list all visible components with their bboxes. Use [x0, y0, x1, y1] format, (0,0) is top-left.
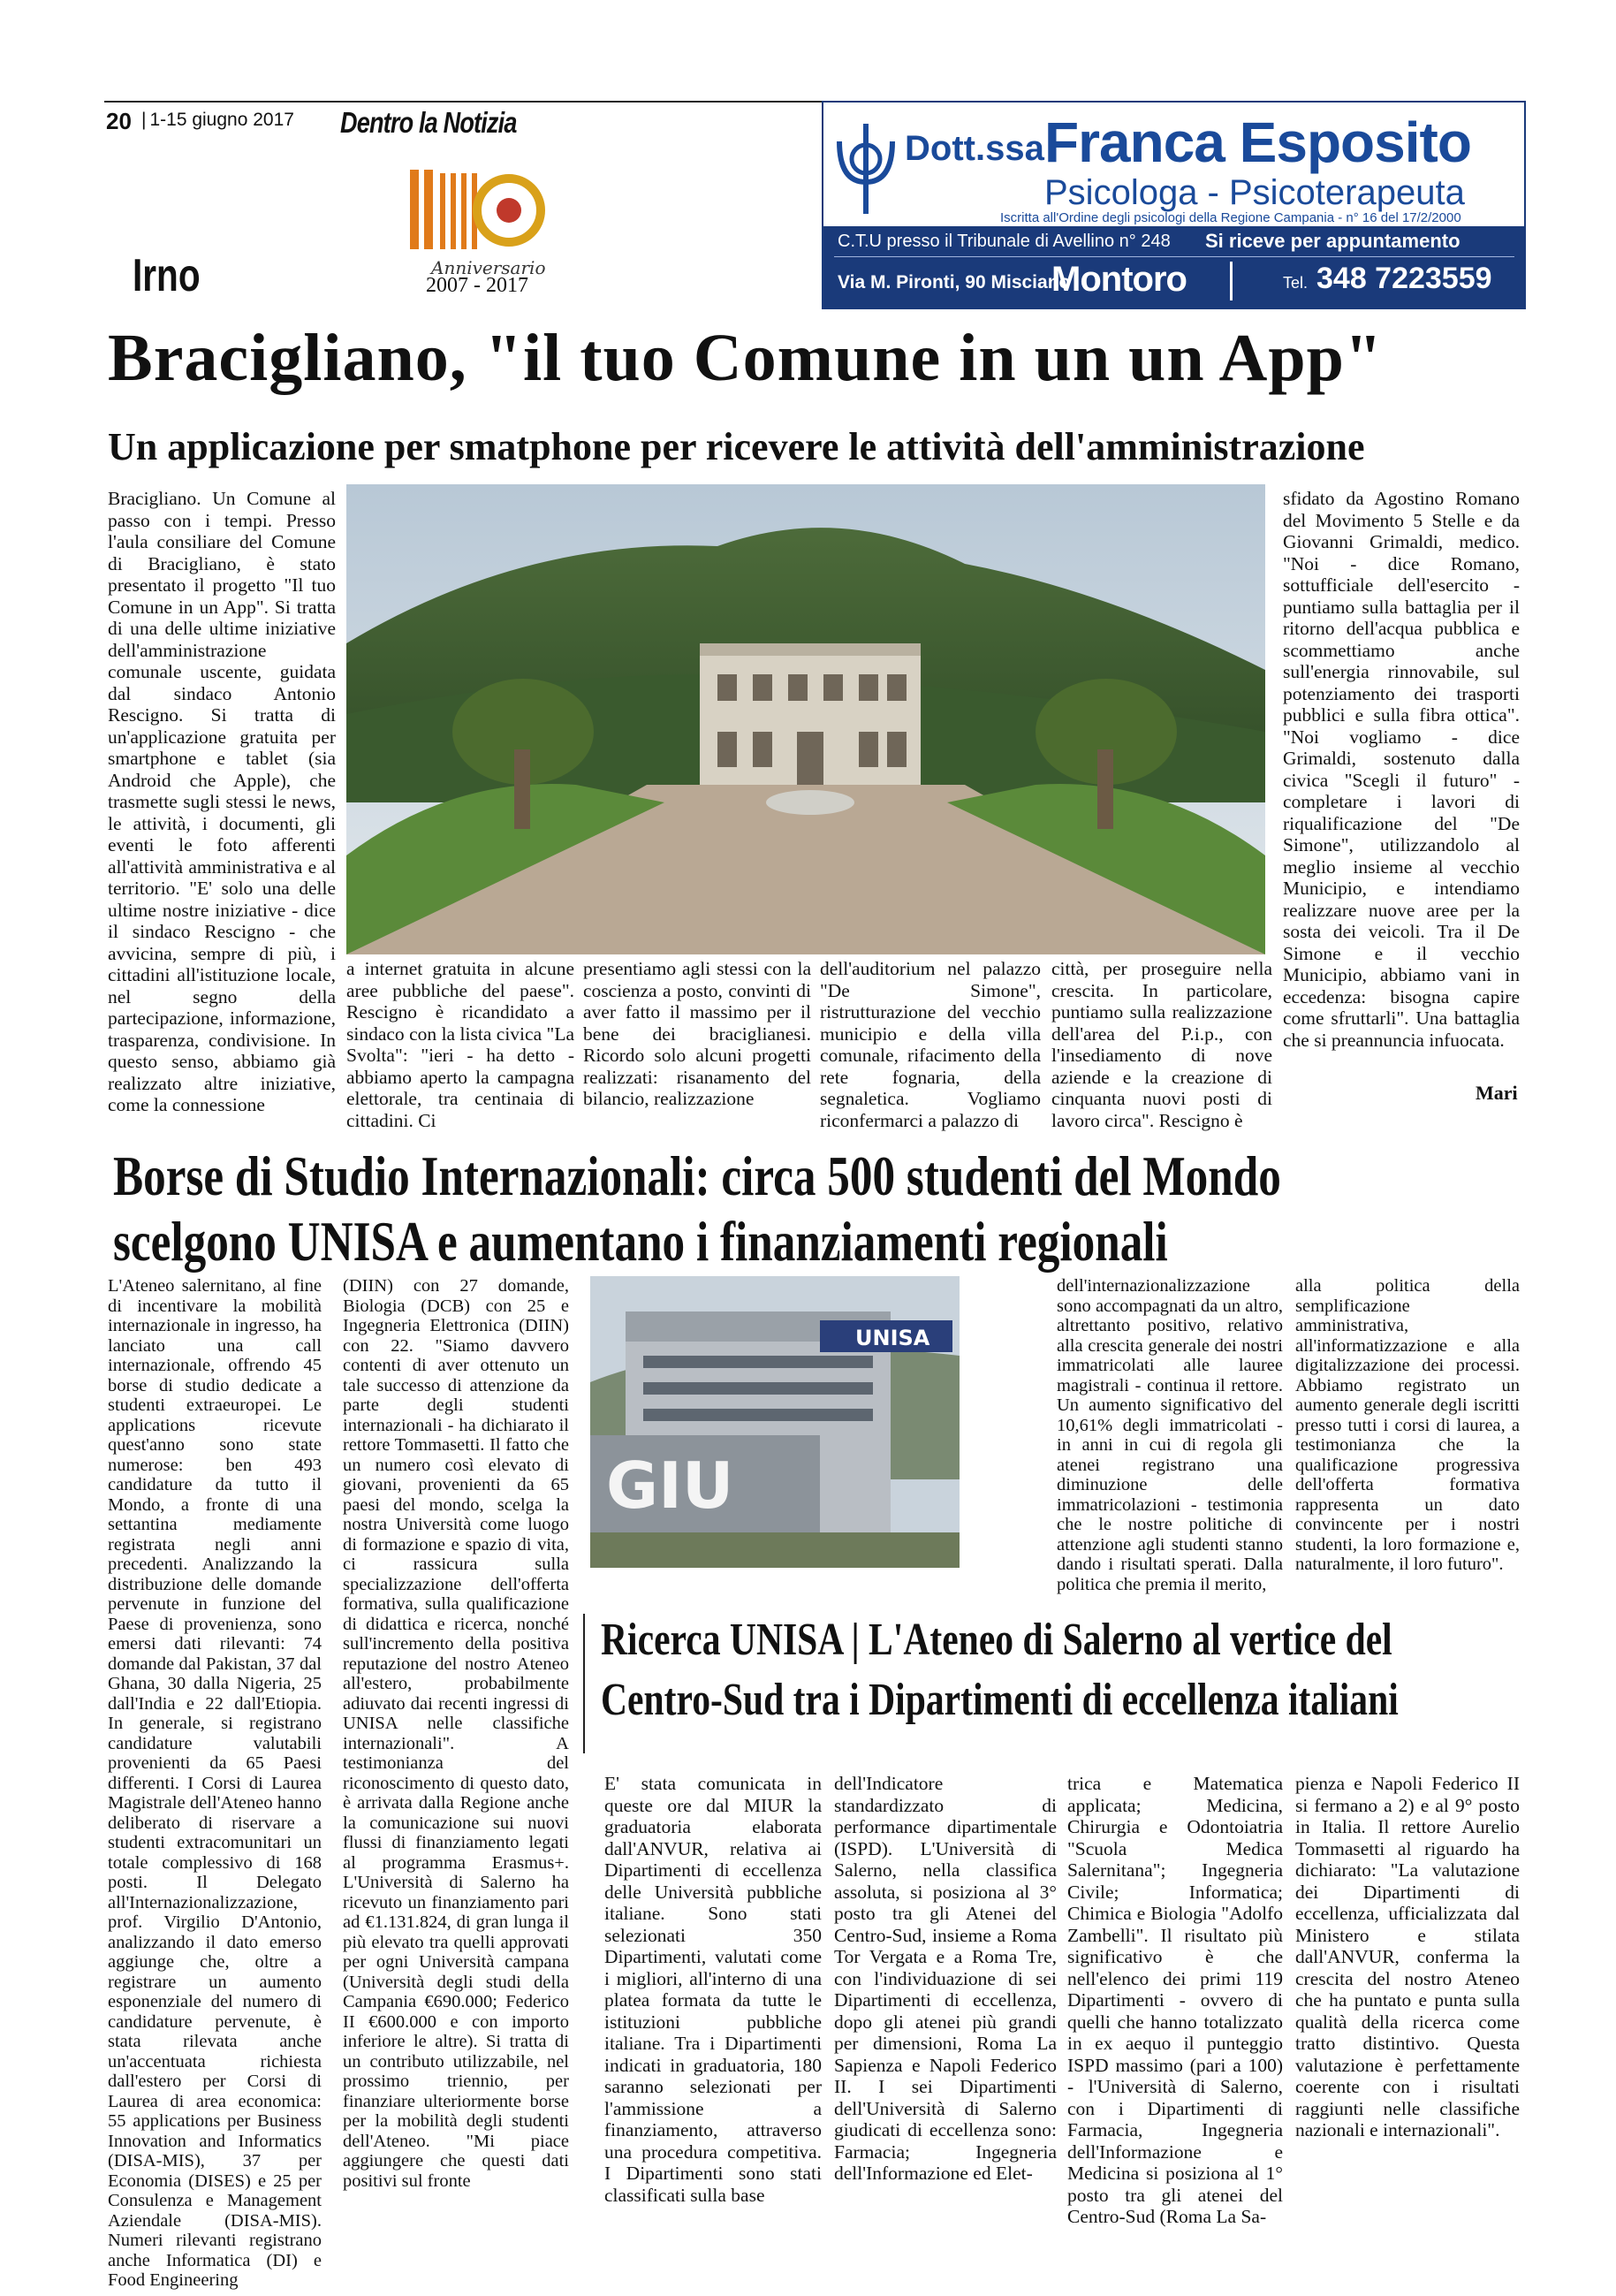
psi-logo-icon: [834, 120, 898, 217]
article1-col1: Bracigliano. Un Comune al passo con i tempi. Presso l'aula consiliare del Comune di Bracigliano, è stato presentato il progetto "Il tuo Comune in un App". Si tratta di una delle ultime iniziative dell'amministrazione comunale uscente, guidata dal sindaco Antonio Rescigno. Si tratta di un'applicazione gratuita per smartphone e tablet (sia Android che Apple), che trasmette sugli stessi le news, le attività, i documenti, gli eventi le foto afferenti all'attività amministrativa e al territorio. "E' solo una delle ultime nostre iniziative - dice il sindaco Rescigno - che avvicina, sempre di più, i cittadini all'istituzione locale, nel segno della partecipazione, informazione, trasparenza, condivisione. In questo senso, abbiamo già realizzato altre iniziative, come la connessione: [108, 488, 336, 1115]
article2-col1: L'Ateneo salernitano, al fine di incentivare la mobilità internazionale in ingresso, ha lanciato una call internazionale, offrendo 45 borse di studio dedicate a studenti extraeuropei. Le applications ricevute quest'anno sono state numerose: ben 493 candidature da tutto il Mondo, a fronte di una settantina mediamente registrata negli anni precedenti. Analizzando la distribuzione delle domande pervenute in funzione del Paese di provenienza, sono emersi dati rilevanti: 74 domande dal Pakistan, 37 dal Ghana, 30 dalla Nigeria, 25 dall'India e 22 dall'Etiopia. In generale, si registrano candidature valutabili provenienti da 65 Paesi differenti. I Corsi di Laurea Magistrale dell'Ateneo hanno deliberato di riservare a studenti extracomunitari un totale complessivo di 168 posti. Il Delegato all'Internazionalizzazione, prof. Virgilio D'Antonio, analizzando il dato emerso aggiunge che, oltre a registrare un aumento esponenziale del numero di candidature pervenute, è stata rilevata anche un'accentuata richiesta dall'estero per Corsi di Laurea di area economica: 55 applications per Business Innovation and Informatics (DISA-MIS), 37 per Economia (DISES) e 25 per Consulenza e Management Aziendale (DISA-MIS). Numeri rilevanti registrano anche Informatica (DI) e Food Engineering: [108, 1276, 322, 2290]
article3-col2: dell'Indicatore standardizzato di performance dipartimentale (ISPD). L'Università di Salerno, nella classifica assoluta, si posiziona al 3° posto tra gli Atenei del Centro-Sud, insieme a Roma Tor Vergata e a Roma Tre, con l'individuazione di sei Dipartimenti di eccellenza, dopo gli atenei più grandi per dimensioni, Roma La Sapienza e Napoli Federico II. I sei Dipartimenti dell'Università di Salerno giudicati di eccellenza sono: Farmacia; Ingegneria dell'Informazione ed Elet-: [834, 1773, 1057, 2184]
article2-headline-line1: Borse di Studio Internazionali: circa 500 studenti del Mondo: [113, 1144, 1281, 1207]
ad-name: Franca Esposito: [1044, 110, 1471, 174]
article3-col3: trica e Matematica applicata; Medicina, Chirurgia e Odontoiatria "Scuola Medica Salernitana"; Ingegneria Civile; Informatica; Chimica e Biologia "Adolfo Zambelli". Il risultato più significativo è che nell'elenco dei primi 119 Dipartimenti - ovvero di quelli che hanno totalizzato in ex aequo il punteggio ISPD massimo (pari a 100) - l'Università di Salerno, con i Dipartimenti di Farmacia, Ingegneria dell'Informazione e Medicina si posiziona al 1° posto tra gli atenei del Centro-Sud (Roma La Sa-: [1067, 1773, 1283, 2227]
article2-headline-line2: scelgono UNISA e aumentano i finanziamenti regionali: [113, 1210, 1168, 1273]
article1-col5: città, per proseguire nella crescita. In particolare, puntiamo sulla realizzazione dell'area del P.i.p., con l'insediamento di nove aziende e la creazione di cinquanta nuovi posti di lavoro circa". Rescigno è: [1051, 958, 1272, 1131]
ad-title-prefix: Dott.ssa: [905, 129, 1044, 168]
psychologist-ad: [822, 101, 1526, 309]
ad-registration: Iscritta all'Ordine degli psicologi della Regione Campania - n° 16 del 17/2/2000: [1000, 210, 1461, 225]
article3-col1: E' stata comunicata in queste ore dal MIUR la graduatoria elaborata dall'ANVUR, relativa ai Dipartimenti di eccellenza delle Università pubbliche italiane. Sono stati selezionati 350 Dipartimenti, valutati come i migliori, all'interno di una platea formata da tutte le istituzioni pubbliche italiane. Tra i Dipartimenti indicati in graduatoria, 180 saranno selezionati per l'ammissione a finanziamento, attraverso una procedura competitiva. I Dipartimenti sono stati classificati sulla base: [604, 1773, 822, 2206]
article1-subheadline: Un applicazione per smatphone per ricevere le attività dell'amministrazione: [108, 425, 1365, 468]
ad-divider: [834, 256, 1514, 257]
university-building-photo: [590, 1276, 960, 1568]
article2-col2: (DIIN) con 27 domande, Biologia (DCB) con 25 e Ingegneria Elettronica (DIIN) con 22. "Siamo davvero contenti di aver ottenuto un tale successo di attenzione da parte degli studenti internazionali - ha dichiarato il rettore Tommasetti. Il fatto che un numero così elevato di giovani, provenienti da 65 paesi del mondo, scelga la nostra Università come luogo di formazione e spazio di vita, ci rassicura sulla specializzazione dell'offerta formativa, sulla qualificazione di didattica e ricerca, nonché sull'incremento della positiva reputazione del nostro Ateneo all'estero, probabilmente adiuvato dai recenti ingressi di UNISA nelle classifiche internazionali". A testimonianza del riconoscimento di questo dato, è arrivata dalla Regione anche la comunicazione sui nuovi flussi di finanziamento legati al programma Erasmus+. L'Università di Salerno ha ricevuto un finanziamento pari ad €1.131.824, di gran lunga il più elevato tra quelli approvati per ogni Università campana (Università degli studi della Campania €690.000; Federico II €600.000 e con importo inferiore le altre). Si tratta di un contributo utilizzabile, nel prossimo triennio, per finanziare ulteriormente borse per la mobilità degli studenti dell'Ateneo. "Mi piace aggiungere che questi dati positivi sul fronte: [343, 1276, 569, 2191]
header-rule: [104, 101, 822, 103]
anniversary-script: Anniversario: [431, 257, 546, 278]
article1-col4: dell'auditorium nel palazzo "De Simone", ristrutturazione del vecchio municipio e della villa comunale, rifacimento della rete fognaria, della segnaletica. Vogliamo riconfermarci a palazzo di: [820, 958, 1041, 1131]
ad-phone: 348 7223559: [1316, 262, 1492, 295]
article3-divider: [583, 1614, 585, 1753]
anniversary-years: 2007 - 2017: [426, 274, 528, 297]
article1-col2: a internet gratuita in alcune aree pubbliche del paese". Rescigno è ricandidato a sindaco con la lista civica "La Svolta": "ieri - ha detto - abbiamo aperto la campagna elettorale, tra centinaia di cittadini. Ci: [346, 958, 574, 1131]
section-label: Irno: [133, 250, 201, 301]
issue-date: | 1-15 giugno 2017: [141, 110, 294, 131]
page-number: 20: [106, 108, 132, 134]
unisa-sign: UNISA: [855, 1326, 930, 1350]
article1-col3: presentiamo agli stessi con la coscienza a posto, convinti di aver fatto il massimo per il bene dei braciglianesi. Ricordo solo alcuni progetti realizzati: risanamento del bilancio, realizzazione: [583, 958, 811, 1109]
ad-separator: [1230, 262, 1233, 300]
town-hall-photo: [346, 484, 1265, 954]
ad-profession: Psicologa - Psicoterapeuta: [1044, 173, 1465, 212]
ad-appointment: Si riceve per appuntamento: [1205, 230, 1460, 252]
article1-headline: Bracigliano, "il tuo Comune in un un App": [108, 321, 1384, 395]
ad-ctu: C.T.U presso il Tribunale di Avellino n° 248: [838, 232, 1171, 251]
article2-col4: alla politica della semplificazione amministrativa, all'informatizzazione e alla digitalizzazione dei processi. Abbiamo registrato un aumento generale degli iscritti presso tutti i corsi di laurea, a testimonianza che la qualificazione progressiva dell'offerta formativa rappresenta un dato convincente per i nostri studenti, la loro formazione e, naturalmente, il loro futuro".: [1295, 1276, 1520, 1574]
article2-col3: dell'internazionalizzazione sono accompagnati da un altro, altrettanto positivo, relativo alla crescita generale dei nostri immatricolati alle lauree magistrali - continua il rettore. Un aumento significativo del 10,61% degli immatricolati - in anni in cui di regola gli atenei registrano una diminuzione delle immatricolazioni - testimonia che le nostre politiche di attenzione agli studenti stanno dando i risultati sperati. Dalla politica che premia il merito,: [1057, 1276, 1283, 1594]
article1-signature: Mari: [1476, 1082, 1518, 1104]
publication-name: Dentro la Notizia: [340, 106, 517, 139]
ad-tel-label: Tel.: [1283, 274, 1309, 292]
building-letters: GIU: [606, 1448, 734, 1523]
article3-col4: pienza e Napoli Federico II si fermano a 2) e al 9° posto in Italia. Il rettore Aurelio Tommasetti al riguardo ha dichiarato: "La valutazione dei Dipartimenti di eccellenza, ufficializzata dal Ministero e stilata dall'ANVUR, conferma la crescita del nostro Ateneo che ha puntato e punta sulla qualità della ricerca come tratto distintivo. Questa valutazione è perfettamente coerente con i risultati raggiunti nelle classifiche nazionali e internazionali".: [1295, 1773, 1520, 2140]
article3-headline-line2: Centro-Sud tra i Dipartimenti di eccellenza italiani: [601, 1675, 1399, 1725]
ad-city: Montoro: [1051, 260, 1187, 299]
article3-headline-line1: Ricerca UNISA | L'Ateneo di Salerno al vertice del: [601, 1615, 1392, 1665]
article1-col6: sfidato da Agostino Romano del Movimento 5 Stelle e da Giovanni Grimaldi, medico. "Noi - dice Romano, sottufficiale dell'esercito - puntiamo sulla battaglia per il ritorno dell'acqua pubblica e scommettiamo anche sull'energia rinnovabile, sul potenziamento dei trasporti pubblici e sulla fibra ottica". "Noi vogliamo - dice Grimaldi, sostenuto dalla civica "Scegli il futuro" - completare i lavori di riqualificazione del "De Simone", utilizzandolo al meglio insieme al vecchio Municipio, e intendiamo realizzare nuove aree per la sosta dei veicoli. Tra il De Simone e il vecchio Municipio, abbiamo vani in eccedenza: bisogna capire come sfruttarli". Una battaglia che si preannuncia infuocata.: [1283, 488, 1520, 1051]
ad-address: Via M. Pironti, 90 Misciano: [838, 272, 1071, 293]
